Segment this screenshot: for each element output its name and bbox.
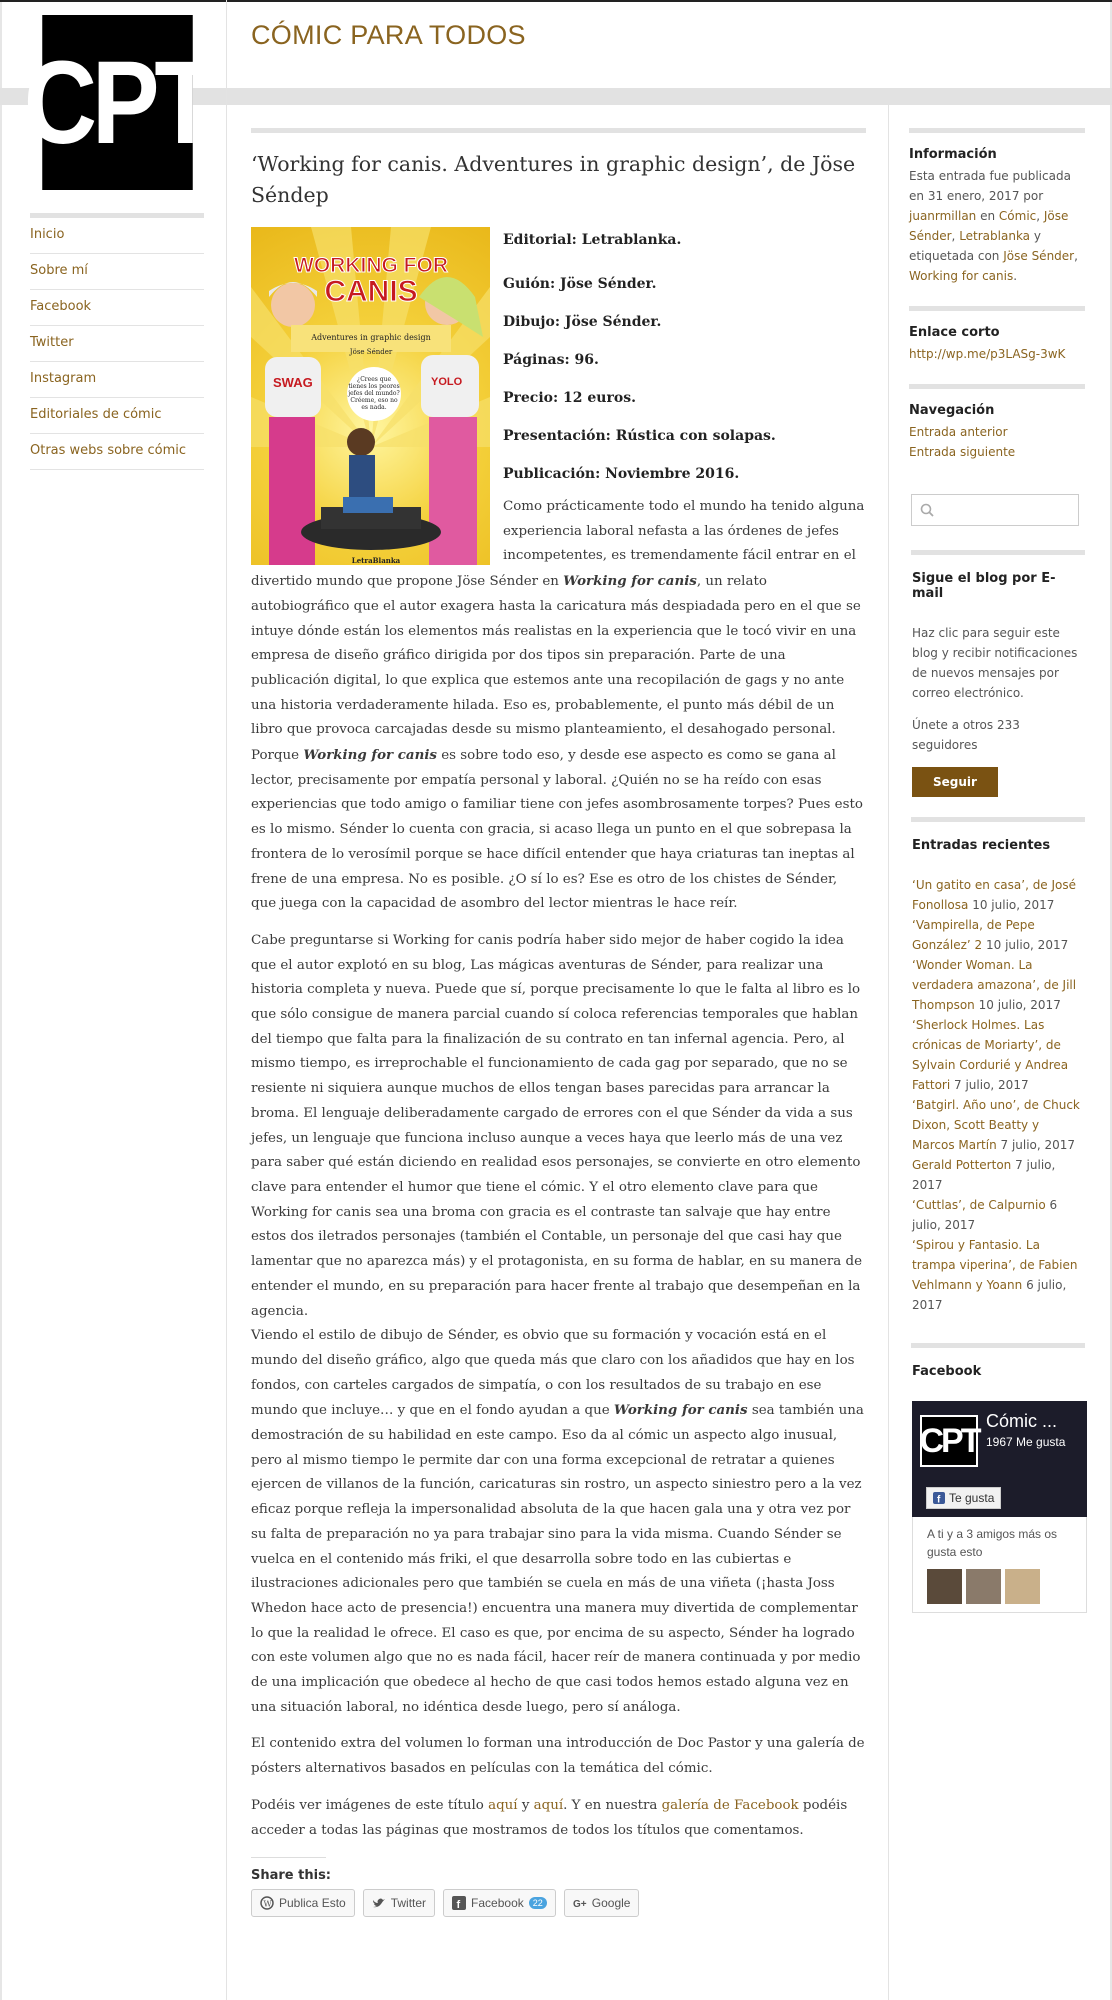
article xyxy=(251,128,866,1917)
facebook-friends-text: A ti y a 3 amigos más os gusta esto xyxy=(927,1527,1058,1559)
facebook-page-plugin[interactable] xyxy=(912,1401,1087,1517)
article-paragraph-5: Podéis ver imágenes de este título aquí y aquí. Y en nuestra galería de Facebook podéis acceder a todas las páginas que mostramos de todos los títulos que comentamos. xyxy=(251,1797,848,1838)
cover-title: WORKING FOR CANIS xyxy=(294,254,448,308)
search-input[interactable] xyxy=(911,494,1079,526)
follow-widget xyxy=(909,571,1085,797)
follow-button[interactable]: Seguir xyxy=(912,767,998,797)
info-tag-link[interactable]: Jöse Sénder xyxy=(909,209,1069,243)
recent-post-link[interactable]: ‘Vampirella, de Pepe González’ 2 xyxy=(912,918,1035,952)
info-heading: Información xyxy=(909,147,997,162)
share-twitter-button[interactable]: Twitter xyxy=(363,1889,435,1917)
friend-avatar[interactable] xyxy=(927,1569,962,1604)
svg-text:G+: G+ xyxy=(572,1899,587,1911)
twitter-icon xyxy=(372,1896,386,1910)
svg-text:YOLO: YOLO xyxy=(431,376,463,388)
facebook-heading: Facebook xyxy=(912,1364,982,1379)
site-title[interactable]: CÓMIC PARA TODOS xyxy=(251,20,526,50)
facebook-page-name[interactable]: Cómic ... xyxy=(986,1411,1058,1431)
info-tag-link[interactable]: Letrablanka xyxy=(959,229,1031,243)
meta-publicacion: Publicación: Noviembre 2016. xyxy=(503,466,740,482)
info-category-link[interactable]: Cómic xyxy=(998,209,1037,223)
article-body xyxy=(251,227,866,1843)
menu-item-facebook[interactable]: Facebook xyxy=(30,290,204,326)
recent-post: ‘Sherlock Holmes. Las crónicas de Moriarty’, de Sylvain Cordurié y Andrea Fattori 7 julio, 2017 xyxy=(912,1018,1069,1092)
share-google-button[interactable]: G+ Google xyxy=(564,1889,640,1917)
menu-item-twitter[interactable]: Twitter xyxy=(30,326,204,362)
recent-post: ‘Spirou y Fantasio. La trampa viperina’, de Fabien Vehlmann y Yoann 6 julio, 2017 xyxy=(912,1238,1078,1312)
share-facebook-button[interactable]: f Facebook 22 xyxy=(443,1889,556,1917)
info-tag-link[interactable]: Working for canis xyxy=(909,269,1014,283)
recent-heading: Entradas recientes xyxy=(912,838,1051,853)
recent-post-link[interactable]: ‘Sherlock Holmes. Las crónicas de Moriarty’, de Sylvain Cordurié y Andrea Fattori xyxy=(912,1018,1069,1092)
meta-presentacion: Presentación: Rústica con solapas. xyxy=(503,428,776,444)
right-column-divider xyxy=(888,105,889,2000)
sidebar-rule xyxy=(909,306,1085,311)
svg-text:W: W xyxy=(263,1899,272,1909)
article-title: ‘Working for canis. Adventures in graphic design’, de Jöse Séndер xyxy=(251,152,856,207)
facebook-page-likes: 1967 Me gusta xyxy=(986,1435,1066,1449)
article-paragraph-3: Viendo el estilo de dibujo de Sénder, es obvio que su formación y vocación está en el mundo del diseño gráfico, algo que queda más que claro con los añadidos que hay en los fondos, con carteles cargados de simpatía, o con los resultados de su trabajo en ese mundo que incluye… y que en el fondo ayudan a que Working for canis sea también una demostración de su habilidad en este campo. Eso da al cómic un aspecto algo inusual, pero al mismo tiempo le permite dar con una forma excepcional de retratar a quienes ejercen de villanos de la función, caricaturas sin rostro, un aspecto siniestro pero a la vez eficaz porque refleja la impersonalidad absoluta de la que hacen gala una y otra vez por su falta de preparación no ya para trabajar sino para la vida misma. Cuando Sénder se vuelca en el contenido más friki, el que desarrolla sobre todo en las cubiertas e ilustraciones adicionales pero que también se cuela en más de una viñeta (¡hasta Joss Whedon hace acto de presencia!) encuentra una manera muy divertida de complementar lo que la realidad le ofrece. El caso es que, por encima de su aspecto, Sénder ha logrado con este volumen algo que no es nada fácil, hacer reír de manera continuada y por medio de una implicación que obedece al hecho de que casi todos hemos estado alguna vez en una situación laboral, no idéntica desde luego, pero sí análoga. xyxy=(251,1328,864,1715)
menu-item-instagram[interactable]: Instagram xyxy=(30,362,204,398)
next-entry-link[interactable]: Entrada siguiente xyxy=(909,445,1016,459)
friend-avatar[interactable] xyxy=(966,1569,1001,1604)
recent-post: ‘Vampirella, de Pepe González’ 2 10 julio, 2017 xyxy=(912,918,1069,952)
info-text: Esta entrada fue publicada en 31 enero, 2017 por juanrmillan en Cómic, Jöse Sénder, Letrablanka y etiquetada con Jöse Sénder, Working for canis. xyxy=(909,169,1078,283)
shortlink-link[interactable]: http://wp.me/p3LASg-3wK xyxy=(909,347,1066,361)
article-top-rule xyxy=(251,128,866,133)
sidebar-rule xyxy=(911,817,1085,822)
facebook-friend-avatars xyxy=(927,1569,1074,1604)
meta-precio: Precio: 12 euros. xyxy=(503,390,636,406)
facebook-friends-box xyxy=(912,1517,1087,1613)
sidebar-rule xyxy=(909,384,1085,389)
recent-post-link[interactable]: ‘Un gatito en casa’, de José Fonollosa xyxy=(912,878,1077,912)
cover-subtitle: Adventures in graphic design xyxy=(291,325,451,352)
recent-post: ‘Cuttlas’, de Calpurnio 6 julio, 2017 xyxy=(912,1198,1058,1232)
article-paragraph-1: Como prácticamente todo el mundo ha tenido alguna experiencia laboral nefasta a las órdenes de jefes incompetentes, es tremendamente fácil entrar en el divertido mundo que propone Jöse Sénder en Working for canis, un relato autobiográfico que el autor exagera hasta la caricatura más despiadada pero en el que se intuye dónde están los elementos más realistas en la experiencia que le tocó vivir en una empresa de diseño gráfico dirigida por dos tipos sin preparación. Parte de una publicación digital, lo que explica que estemos ante una recopilación de gags y no ante una historia verdaderamente hilada. Eso es, probablemente, el punto más débil de un libro que provoca carcajadas desde su mismo planteamiento, el desahogado personal. Porque Working for canis es sobre todo eso, y desde ese aspecto es como se gana al lector, precisamente por empatía personal y laboral. ¿Quién no se ha reído con esas experiencias que todo amigo o familiar tiene con jefes asombrosamente torpes? Pues esto es lo mismo. Sénder lo cuenta con gracia, si acaso llega un punto en el que sobrepasa la frontera de lo verosímil porque se hace difícil entender que haya criaturas tan ineptas al frene de una empresa. No es posible. ¿O sí lo es? Ese es otro de los chistes de Sénder, que juega con la capacidad de asombro del lector mientras le hace reír. xyxy=(251,499,865,912)
shortlink-widget xyxy=(909,325,1085,364)
follow-heading: Sigue el blog por E-mail xyxy=(912,571,1056,601)
share-buttons xyxy=(251,1889,866,1917)
sidebar xyxy=(909,128,1085,1613)
cover-publisher: LetraBlanka xyxy=(351,556,401,565)
recent-post: ‘Batgirl. Año uno’, de Chuck Dixon, Scott Beatty y Marcos Martín 7 julio, 2017 xyxy=(912,1098,1080,1152)
info-author-link[interactable]: juanrmillan xyxy=(909,209,977,223)
recent-post-link[interactable]: ‘Wonder Woman. La verdadera amazona’, de Jill Thompson xyxy=(912,958,1077,1012)
info-tag-link[interactable]: Jöse Sénder xyxy=(1003,249,1075,263)
share-publica-button[interactable]: W Publica Esto xyxy=(251,1889,355,1917)
meta-paginas: Páginas: 96. xyxy=(503,352,599,368)
facebook-like-button[interactable]: f Te gusta xyxy=(926,1487,1001,1509)
link-galeria-facebook[interactable]: galería de Facebook xyxy=(661,1797,799,1813)
site-logo[interactable]: CPT xyxy=(42,15,193,190)
svg-text:SWAG: SWAG xyxy=(273,375,313,390)
cover-speech-bubble: ¿Crees que tienes los peores jefes del mundo? Créeme, eso no es nada. xyxy=(347,367,401,421)
link-aqui-2[interactable]: aquí xyxy=(533,1797,564,1813)
wordpress-icon xyxy=(260,1896,274,1910)
recent-post-link[interactable]: ‘Spirou y Fantasio. La trampa viperina’, de Fabien Vehlmann y Yoann xyxy=(912,1238,1078,1292)
main-menu xyxy=(30,213,204,470)
svg-text:f: f xyxy=(456,1899,461,1911)
menu-item-inicio[interactable]: Inicio xyxy=(30,218,204,254)
shortlink-heading: Enlace corto xyxy=(909,325,1000,340)
cover-author: Jöse Sénder xyxy=(349,348,393,356)
sidebar-rule xyxy=(911,550,1085,555)
navigation-widget xyxy=(909,403,1085,462)
facebook-share-count: 22 xyxy=(529,1897,547,1909)
facebook-icon xyxy=(933,1492,945,1504)
follow-count: Únete a otros 233 seguidores xyxy=(912,718,1020,752)
friend-avatar[interactable] xyxy=(1005,1569,1040,1604)
article-paragraph-2: Cabe preguntarse si Working for canis podría haber sido mejor de haber cogido la idea que el autor explotó en su blog, Las mágicas aventuras de Sénder, para realizar una historia completa y nueva. Puede que sí, porque precisamente lo que le falta al libro es lo que sólo consigue de manera parcial cuando sí coloca referencias temporales que hablan del tiempo que falta para la finalización de su contrato en tan infernal agencia. Pero, al mismo tiempo, es irreprochable el funcionamiento de cada gag por separado, que no se resiente ni siquiera aunque muchos de ellos tengan bases parecidas para arrancar la broma. El lenguaje deliberadamente cargado de errores con el que Sénder da vida a sus jefes, un lenguaje que funciona incluso aunque a veces haya que leerlo más de una vez para saber qué están diciendo en realidad esos personajes, se convierte en otro elemento clave para entender el humor que tiene el cómic. Y el otro elemento clave para que Working for canis sea una broma con gracia es el contraste tan salvaje que hay entre estos dos iletrados personajes (también el Contable, un personaje del que casi hay que lamentar que no aparezca más) y el protagonista, en su forma de hablar, en su manera de entender el mundo, en su preparación para hacer frente al trabajo que desempeñan en la agencia. xyxy=(251,932,862,1319)
article-paragraph-4: El contenido extra del volumen lo forman una introducción de Doc Pastor y una galería de pósters alternativos basados en películas con la temática del cómic. xyxy=(251,1736,865,1777)
svg-text:f: f xyxy=(937,1494,941,1504)
recent-post-link[interactable]: ‘Cuttlas’, de Calpurnio xyxy=(912,1198,1046,1212)
follow-text: Haz clic para seguir este blog y recibir notificaciones de nuevos mensajes por correo electrónico. xyxy=(912,626,1078,700)
recent-post-link[interactable]: Gerald Potterton xyxy=(912,1158,1012,1172)
left-column-divider xyxy=(226,0,227,2000)
info-widget xyxy=(909,147,1085,286)
meta-guion: Guión: Jöse Sénder. xyxy=(503,276,657,292)
facebook-page-avatar: CPT xyxy=(920,1415,978,1467)
recent-post: ‘Wonder Woman. La verdadera amazona’, de Jill Thompson 10 julio, 2017 xyxy=(912,958,1077,1012)
share-label: Share this: xyxy=(251,1868,332,1884)
search-icon xyxy=(920,503,934,517)
previous-entry-link[interactable]: Entrada anterior xyxy=(909,425,1008,439)
menu-item-otras-webs[interactable]: Otras webs sobre cómic xyxy=(30,434,204,470)
share-divider xyxy=(251,1857,326,1858)
facebook-icon xyxy=(452,1896,466,1910)
menu-item-sobre-mi[interactable]: Sobre mí xyxy=(30,254,204,290)
nav-heading: Navegación xyxy=(909,403,995,418)
sidebar-rule xyxy=(909,128,1085,133)
link-aqui-1[interactable]: aquí xyxy=(488,1797,518,1813)
meta-editorial: Editorial: Letrablanka. xyxy=(503,232,682,248)
recent-post: ‘Un gatito en casa’, de José Fonollosa 10 julio, 2017 xyxy=(912,878,1077,912)
facebook-widget xyxy=(909,1364,1085,1613)
book-cover-image[interactable] xyxy=(251,227,490,565)
sidebar-rule xyxy=(911,1343,1085,1348)
recent-posts-widget xyxy=(909,838,1085,1315)
google-plus-icon xyxy=(573,1896,587,1910)
recent-post-link[interactable]: ‘Batgirl. Año uno’, de Chuck Dixon, Scott Beatty y Marcos Martín xyxy=(912,1098,1080,1152)
meta-dibujo: Dibujo: Jöse Sénder. xyxy=(503,314,662,330)
recent-post: Gerald Potterton 7 julio, 2017 xyxy=(912,1158,1056,1192)
menu-item-editoriales[interactable]: Editoriales de cómic xyxy=(30,398,204,434)
